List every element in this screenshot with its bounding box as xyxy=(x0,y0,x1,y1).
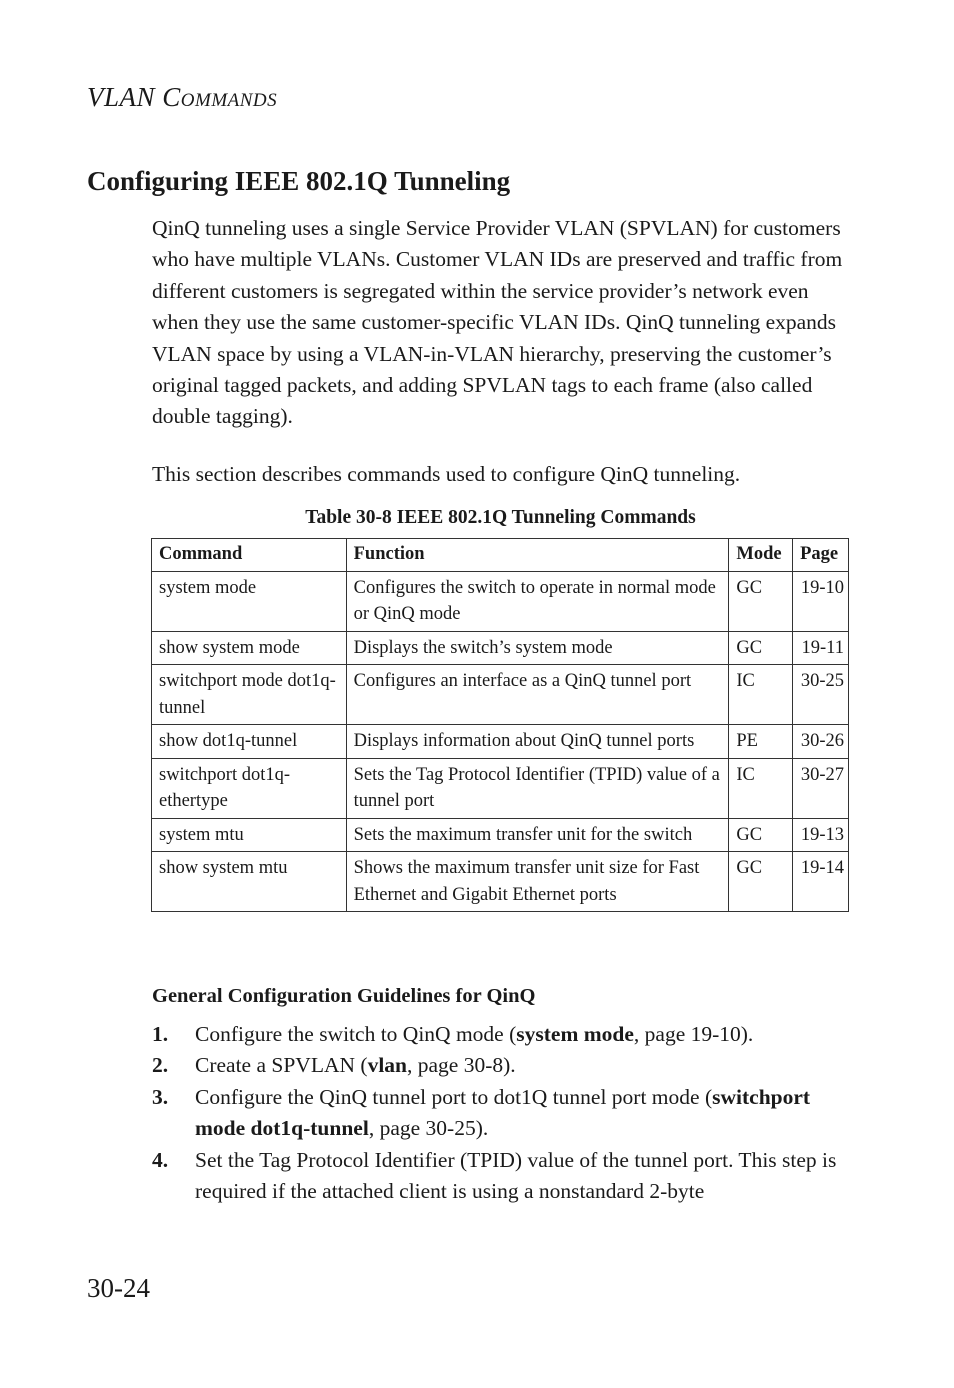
cell-mode: IC xyxy=(729,758,793,818)
step-command: system mode xyxy=(516,1022,634,1046)
step-command: vlan xyxy=(367,1053,407,1078)
cell-mode: GC xyxy=(729,818,793,852)
step-text-end: , page 30-25). xyxy=(368,1116,489,1141)
step-number: 4. xyxy=(152,1147,169,1172)
cell-page: 30-26 xyxy=(793,725,849,759)
step-command: switchport mode dot1q-tunnel xyxy=(195,1084,811,1141)
cell-page: 19-11 xyxy=(793,631,849,665)
cell-function: Shows the maximum transfer unit size for Fast Ethernet and Gigabit Ethernet ports xyxy=(346,852,729,912)
cell-command: show system mtu xyxy=(152,852,347,912)
list-item xyxy=(152,1082,852,1145)
table-row xyxy=(152,571,849,631)
cell-mode: GC xyxy=(729,631,793,665)
running-header-prefix: VLAN C xyxy=(87,82,181,112)
table-row xyxy=(152,665,849,725)
cell-mode: GC xyxy=(729,571,793,631)
cell-page: 19-13 xyxy=(793,818,849,852)
running-header-smallcaps: OMMANDS xyxy=(180,90,278,111)
cell-command: switchport mode dot1q-tunnel xyxy=(152,665,347,725)
running-header xyxy=(87,82,277,113)
list-item xyxy=(152,1050,852,1081)
table-header-row xyxy=(152,539,849,572)
cell-command: system mtu xyxy=(152,818,347,852)
table-row xyxy=(152,725,849,759)
table-row xyxy=(152,852,849,912)
page-number: 30-24 xyxy=(87,1273,150,1303)
cell-command: system mode xyxy=(152,571,347,631)
step-number: 3. xyxy=(152,1084,169,1109)
header-command: Command xyxy=(152,539,347,572)
guidelines-list xyxy=(152,1019,852,1207)
header-page: Page xyxy=(793,539,849,572)
cell-mode: PE xyxy=(729,725,793,759)
guidelines-title: General Configuration Guidelines for QinQ xyxy=(152,985,536,1007)
header-mode: Mode xyxy=(729,539,793,572)
step-text-end: , page 19-10). xyxy=(633,1022,754,1046)
cell-function: Displays information about QinQ tunnel ports xyxy=(346,725,729,759)
section-title: Configuring IEEE 802.1Q Tunneling xyxy=(87,166,511,196)
cell-function: Configures an interface as a QinQ tunnel port xyxy=(346,665,729,725)
cell-page: 30-25 xyxy=(793,665,849,725)
step-text: Configure the QinQ tunnel port to dot1Q tunnel port mode ( xyxy=(195,1084,713,1109)
list-item xyxy=(152,1019,852,1050)
cell-command: show dot1q-tunnel xyxy=(152,725,347,759)
section-description: This section describes commands used to configure QinQ tunneling. xyxy=(152,462,741,486)
step-number: 2. xyxy=(152,1053,169,1078)
commands-table xyxy=(151,538,849,912)
cell-function: Configures the switch to operate in normal mode or QinQ mode xyxy=(346,571,729,631)
header-function: Function xyxy=(346,539,729,572)
cell-function: Sets the maximum transfer unit for the switch xyxy=(346,818,729,852)
cell-command: switchport dot1q-ethertype xyxy=(152,758,347,818)
cell-mode: GC xyxy=(729,852,793,912)
cell-function: Sets the Tag Protocol Identifier (TPID) value of a tunnel port xyxy=(346,758,729,818)
cell-page: 19-10 xyxy=(793,571,849,631)
table-row xyxy=(152,631,849,665)
step-text-end: , page 30-8). xyxy=(407,1053,516,1078)
cell-page: 19-14 xyxy=(793,852,849,912)
cell-function: Displays the switch’s system mode xyxy=(346,631,729,665)
list-item xyxy=(152,1145,852,1208)
cell-command: show system mode xyxy=(152,631,347,665)
step-text: Create a SPVLAN ( xyxy=(195,1053,368,1078)
step-text: Set the Tag Protocol Identifier (TPID) value of the tunnel port. This step is required if the attached client is using a nonstandard 2-byte xyxy=(195,1147,837,1204)
intro-paragraph: QinQ tunneling uses a single Service Provider VLAN (SPVLAN) for customers who have multiple VLANs. Customer VLAN IDs are preserved and traffic from different customers is segregated within the service provider’s network even when they use the same customer-specific VLAN IDs. QinQ tunneling expands VLAN space by using a VLAN-in-VLAN hierarchy, preserving the customer’s original tagged packets, and adding SPVLAN tags to each frame (also called double tagging). xyxy=(152,216,843,429)
cell-mode: IC xyxy=(729,665,793,725)
cell-page: 30-27 xyxy=(793,758,849,818)
step-text: Configure the switch to QinQ mode ( xyxy=(195,1022,517,1046)
table-row xyxy=(152,818,849,852)
step-number: 1. xyxy=(152,1022,169,1046)
table-row xyxy=(152,758,849,818)
table-caption: Table 30-8 IEEE 802.1Q Tunneling Commands xyxy=(305,507,696,528)
